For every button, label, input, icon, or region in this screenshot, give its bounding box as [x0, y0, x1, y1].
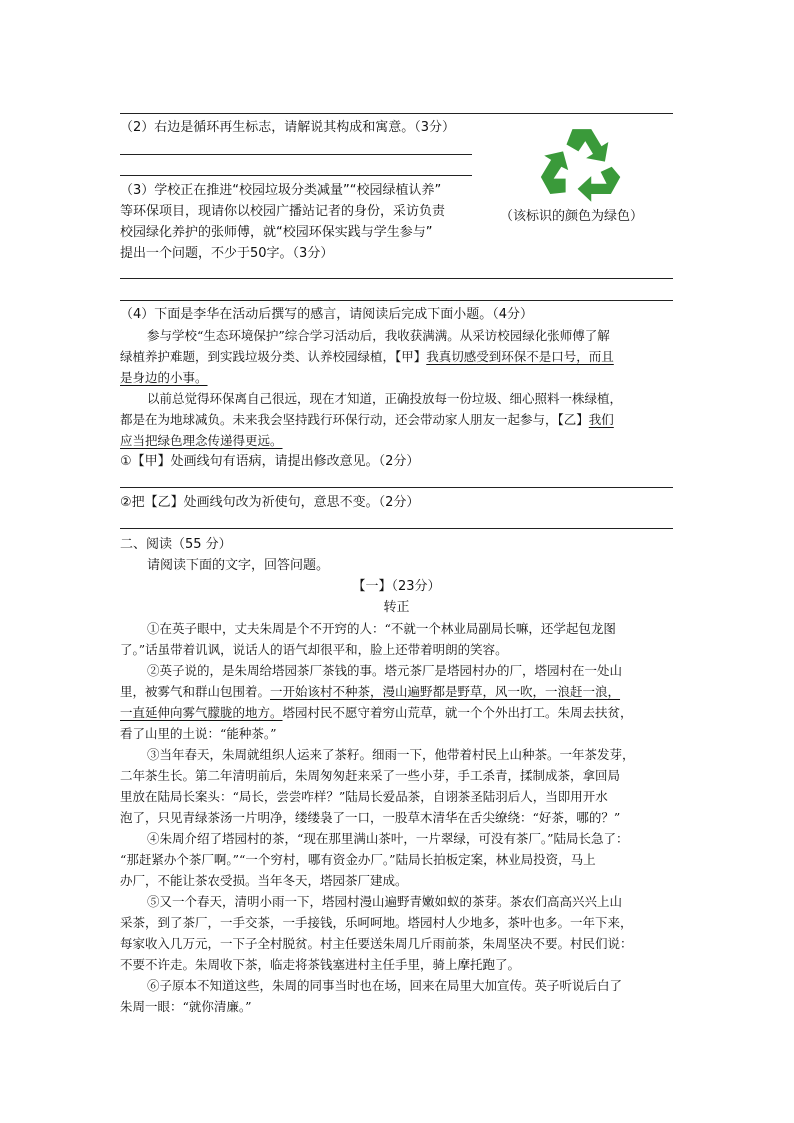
recycle-icon: [538, 124, 624, 206]
article-para-3-line-3: 里放在陆局长案头：“局长，尝尝咋样？”陆局长爱品茶，自诩茶圣陆羽后人，当即用开水: [120, 789, 608, 804]
article-para-2-line-2: [120, 682, 620, 702]
article-para-3-line-2: 二年茶生长。第二年清明前后，朱周匆匆赶来采了一些小芽，手工杀青，揉制成茶，拿回局: [120, 768, 621, 783]
essay-text: 绿植养护难题，到实践垃圾分类、认养校园绿植，【甲】: [120, 349, 427, 364]
question-3-line-3: 校园绿化养护的张师傅，就“校园环保实践与学生参与”: [120, 225, 433, 240]
article-para-2-line-1: ②英子说的，是朱周给塔园茶厂茶钱的事。塔元茶厂是塔园村办的厂，塔园村在一处山: [147, 663, 623, 678]
article-para-6-line-2: 朱周一眼：“就你清廉。”: [120, 999, 252, 1014]
underlined-sentence-jia-end: 是身边的小事。: [120, 370, 208, 385]
article-para-5-line-2: 采茶，到了茶厂，一手交茶，一手接钱，乐呵呵地。塔园村人少地多，茶叶也多。一年下来，: [120, 915, 633, 930]
underlined-sentence-end: 一直延伸向雾气朦胧的地方。: [120, 705, 283, 720]
article-para-2-line-4: 看了山里的土说：“能种茶。”: [120, 726, 277, 741]
article-para-6-line-1: ⑥子原本不知道这些，朱周的同事当时也在场，回来在局里大加宣传。英子听说后白了: [147, 978, 623, 993]
article-para-5-line-4: 不要不许走。朱周收下茶，临走将茶钱塞进村主任手里，骑上摩托跑了。: [120, 957, 521, 972]
article-para-1-line-1: ①在英子眼中，丈夫朱周是个不开窍的人：“不就一个林业局副局长嘛，还学起包龙图: [147, 621, 616, 636]
article-para-4-line-2: “那赶紧办个茶厂啊。”“一个穷村，哪有资金办厂。”陆局长拍板定案，林业局投资，马上: [120, 852, 596, 867]
article-para-3-line-4: 泡了，只见青绿茶汤一片明净，缕缕袅了一口，一股草木清华在舌尖缭绕：“好茶，哪的？”: [120, 810, 621, 825]
question-4-sub-2: ②把【乙】处画线句改为祈使句，意思不变。（2分）: [120, 495, 420, 510]
article-para-4-line-3: 办厂，不能让茶农受损。当年冬天，塔园茶厂建成。: [120, 873, 408, 888]
answer-line: [120, 154, 472, 155]
question-2: （2）右边是循环再生标志，请解说其构成和寓意。（3分）: [120, 120, 456, 135]
article-para-3-line-1: ③当年春天，朱周就组织人运来了茶籽。细雨一下，他带着村民上山种茶。一年茶发芽，: [147, 747, 635, 762]
answer-line: [120, 487, 673, 488]
question-4-sub-1: ①【甲】处画线句有语病，请提出修改意见。（2分）: [120, 454, 420, 469]
logo-caption: （该标识的颜色为绿色）: [500, 209, 644, 224]
article-para-1-line-2: 了。”话虽带着讥讽，说话人的语气却很平和，脸上还带着明朗的笑容。: [120, 642, 508, 657]
underlined-sentence-yi: 我们: [588, 412, 614, 427]
essay-text: 都是在为地球减负。未来我会坚持践行环保行动，还会带动家人朋友一起参与，【乙】: [120, 412, 589, 427]
underlined-sentence-yi-end: 应当把绿色理念传递得更远。: [120, 433, 283, 448]
section-title: 二、阅读（55 分）: [120, 537, 232, 552]
article-para-2-line-3: [120, 703, 633, 723]
article-para-5-line-3: 每家收入几万元，一下子全村脱贫。村主任要送朱周几斤雨前茶，朱周坚决不要。村民们说：: [120, 936, 633, 951]
article-text: 里，被雾气和群山包围着。: [120, 684, 271, 699]
question-4-title: （4）下面是李华在活动后撰写的感言，请阅读后完成下面小题。（4分）: [120, 307, 534, 322]
section-intro: 请阅读下面的文字，回答问题。: [147, 558, 330, 573]
question-3-line-2: 等环保项目，现请你以校园广播站记者的身份，采访负责: [120, 204, 446, 219]
answer-line: [120, 113, 673, 114]
answer-line: [120, 528, 673, 529]
essay-para-2-line-2: [120, 410, 614, 430]
underlined-sentence-jia: 我真切感受到环保不是口号，而且: [426, 349, 614, 364]
part-heading: 【一】（23分）: [352, 579, 441, 594]
essay-para-1-line-2: [120, 347, 614, 367]
article-title: 转正: [383, 600, 410, 615]
article-para-5-line-1: ⑤又一个春天，清明小雨一下，塔园村漫山遍野青嫩如蚁的茶芽。茶农们高高兴兴上山: [147, 894, 623, 909]
underlined-sentence: 一开始该村不种茶，漫山遍野都是野草，风一吹，一浪赶一浪，: [270, 684, 621, 699]
question-3-line-4: 提出一个问题，不少于50字。（3分）: [120, 246, 334, 261]
answer-line: [120, 300, 673, 301]
article-text: 塔园村民不愿守着穷山荒草，就一个个外出打工。朱周去扶贫，: [282, 705, 633, 720]
question-3-line-1: （3）学校正在推进“校园垃圾分类减量”“校园绿植认养”: [120, 183, 442, 198]
essay-para-2-line-1: 以前总觉得环保离自己很远，现在才知道，正确投放每一份垃圾、细心照料一株绿植，: [147, 391, 623, 406]
article-para-4-line-1: ④朱周介绍了塔园村的茶，“现在那里满山茶叶，一片翠绿，可没有茶厂。”陆局长急了：: [147, 831, 629, 846]
answer-line: [120, 175, 472, 176]
essay-para-1-line-1: 参与学校“生态环境保护”综合学习活动后，我收获满满。从采访校园绿化张师傅了解: [147, 328, 610, 343]
answer-line: [120, 278, 673, 279]
